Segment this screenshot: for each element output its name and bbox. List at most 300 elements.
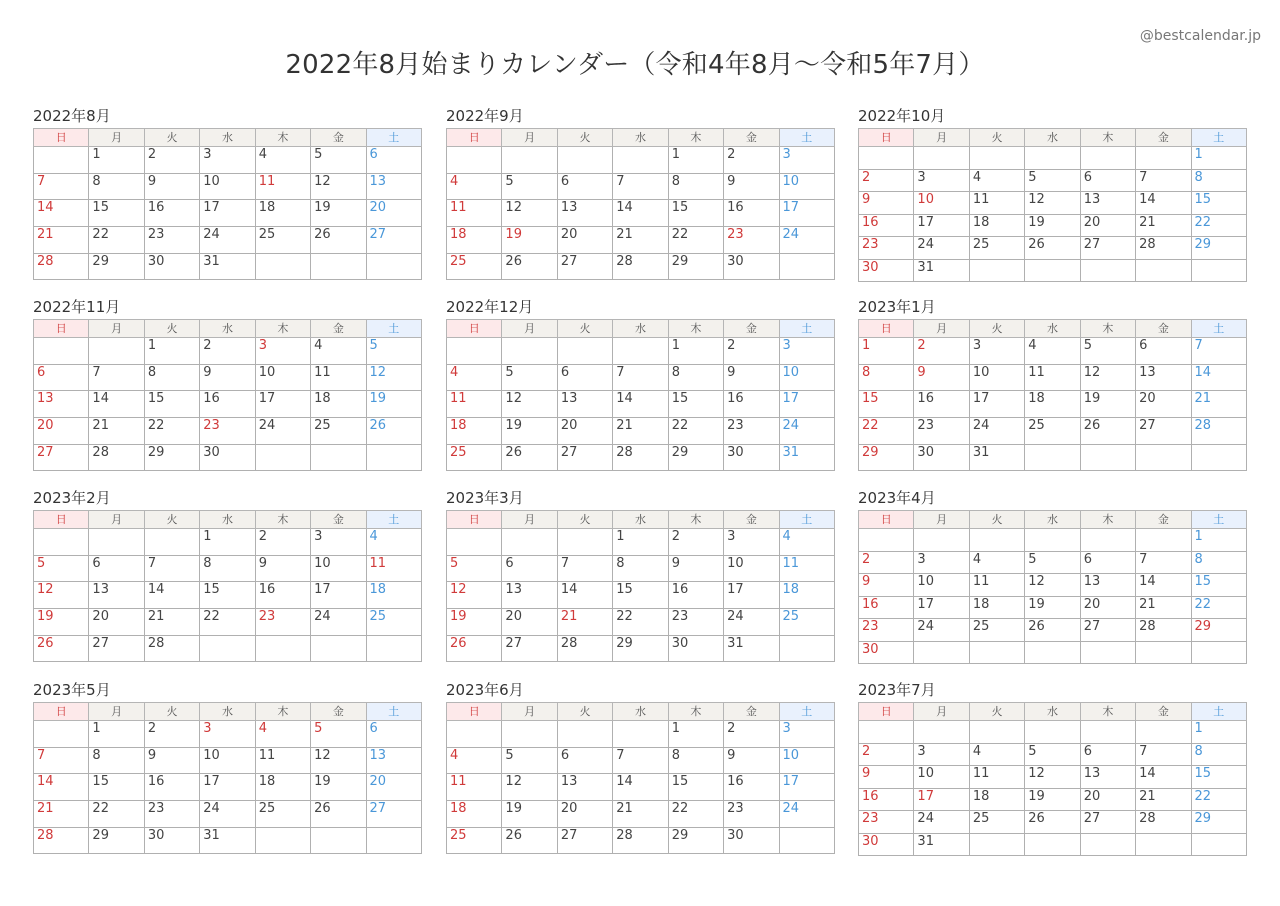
month-title: 2023年5月 bbox=[33, 681, 111, 699]
day-cell: 10 bbox=[311, 555, 366, 582]
weekday-header: 日 bbox=[447, 511, 502, 529]
weekday-header: 木 bbox=[668, 703, 723, 721]
weekday-header: 月 bbox=[914, 320, 969, 338]
day-cell: 3 bbox=[914, 551, 969, 574]
day-cell: 28 bbox=[89, 444, 144, 471]
day-cell: 20 bbox=[1080, 214, 1135, 237]
day-cell: 26 bbox=[34, 635, 89, 662]
day-cell: 28 bbox=[613, 444, 668, 471]
weekday-header-row bbox=[34, 511, 422, 529]
day-cell: 8 bbox=[668, 364, 723, 391]
weekday-header: 土 bbox=[366, 511, 421, 529]
day-cell: 10 bbox=[969, 364, 1024, 391]
empty-cell bbox=[859, 147, 914, 170]
empty-cell bbox=[1136, 721, 1191, 744]
weekday-header-row bbox=[859, 129, 1247, 147]
day-cell: 21 bbox=[613, 227, 668, 254]
day-cell: 16 bbox=[200, 391, 255, 418]
day-cell: 5 bbox=[366, 338, 421, 365]
day-cell: 25 bbox=[1025, 418, 1080, 445]
empty-cell bbox=[1025, 721, 1080, 744]
day-cell: 25 bbox=[447, 444, 502, 471]
day-cell: 1 bbox=[144, 338, 199, 365]
weekday-header: 土 bbox=[366, 129, 421, 147]
day-cell: 16 bbox=[668, 582, 723, 609]
day-cell: 21 bbox=[34, 801, 89, 828]
day-cell: 26 bbox=[1025, 619, 1080, 642]
day-cell: 20 bbox=[89, 609, 144, 636]
day-cell: 18 bbox=[969, 214, 1024, 237]
week-row bbox=[34, 555, 422, 582]
week-row bbox=[34, 609, 422, 636]
month-calendar bbox=[446, 106, 835, 280]
month-title: 2022年10月 bbox=[858, 107, 946, 125]
day-cell: 7 bbox=[613, 173, 668, 200]
empty-cell bbox=[1136, 444, 1191, 471]
day-cell: 22 bbox=[89, 227, 144, 254]
weekday-header: 土 bbox=[1191, 129, 1246, 147]
day-cell: 22 bbox=[668, 418, 723, 445]
weekday-header: 水 bbox=[613, 511, 668, 529]
empty-cell bbox=[34, 721, 89, 748]
day-cell: 5 bbox=[502, 747, 557, 774]
day-cell: 11 bbox=[969, 192, 1024, 215]
day-cell: 20 bbox=[34, 418, 89, 445]
month-calendar bbox=[33, 488, 422, 662]
day-cell: 28 bbox=[613, 827, 668, 854]
day-cell: 10 bbox=[914, 574, 969, 597]
weekday-header-row bbox=[34, 129, 422, 147]
day-cell: 22 bbox=[1191, 214, 1246, 237]
week-row bbox=[447, 173, 835, 200]
day-cell: 14 bbox=[613, 774, 668, 801]
week-row bbox=[34, 364, 422, 391]
week-row bbox=[447, 444, 835, 471]
day-cell: 31 bbox=[779, 444, 834, 471]
day-cell: 2 bbox=[255, 529, 310, 556]
day-cell: 12 bbox=[311, 747, 366, 774]
weekday-header: 月 bbox=[89, 511, 144, 529]
weekday-header: 木 bbox=[668, 129, 723, 147]
empty-cell bbox=[914, 641, 969, 664]
empty-cell bbox=[502, 338, 557, 365]
day-cell: 19 bbox=[1080, 391, 1135, 418]
day-cell: 2 bbox=[144, 721, 199, 748]
empty-cell bbox=[1025, 833, 1080, 856]
empty-cell bbox=[89, 338, 144, 365]
empty-cell bbox=[969, 721, 1024, 744]
day-cell: 26 bbox=[502, 827, 557, 854]
day-cell: 8 bbox=[668, 747, 723, 774]
day-cell: 17 bbox=[779, 774, 834, 801]
day-cell: 27 bbox=[557, 827, 612, 854]
week-row bbox=[859, 147, 1247, 170]
day-cell: 10 bbox=[779, 173, 834, 200]
day-cell: 7 bbox=[1136, 743, 1191, 766]
day-cell: 29 bbox=[89, 827, 144, 854]
day-cell: 1 bbox=[1191, 147, 1246, 170]
day-cell: 22 bbox=[668, 801, 723, 828]
month-table bbox=[858, 702, 1247, 856]
empty-cell bbox=[447, 529, 502, 556]
week-row bbox=[859, 418, 1247, 445]
day-cell: 30 bbox=[724, 827, 779, 854]
day-cell: 4 bbox=[255, 721, 310, 748]
day-cell: 27 bbox=[502, 635, 557, 662]
day-cell: 12 bbox=[502, 774, 557, 801]
weekday-header: 日 bbox=[859, 320, 914, 338]
day-cell: 1 bbox=[89, 147, 144, 174]
day-cell: 3 bbox=[311, 529, 366, 556]
day-cell: 18 bbox=[447, 418, 502, 445]
day-cell: 9 bbox=[859, 192, 914, 215]
day-cell: 9 bbox=[255, 555, 310, 582]
day-cell: 30 bbox=[200, 444, 255, 471]
day-cell: 18 bbox=[255, 200, 310, 227]
day-cell: 9 bbox=[724, 173, 779, 200]
month-calendar bbox=[858, 106, 1247, 282]
day-cell: 18 bbox=[969, 596, 1024, 619]
day-cell: 12 bbox=[311, 173, 366, 200]
day-cell: 11 bbox=[366, 555, 421, 582]
day-cell: 17 bbox=[255, 391, 310, 418]
empty-cell bbox=[1025, 444, 1080, 471]
weekday-header: 水 bbox=[200, 511, 255, 529]
week-row bbox=[859, 338, 1247, 365]
empty-cell bbox=[914, 721, 969, 744]
weekday-header: 火 bbox=[557, 703, 612, 721]
empty-cell bbox=[1191, 833, 1246, 856]
day-cell: 21 bbox=[144, 609, 199, 636]
day-cell: 9 bbox=[144, 173, 199, 200]
day-cell: 12 bbox=[502, 200, 557, 227]
day-cell: 16 bbox=[859, 214, 914, 237]
weekday-header-row bbox=[447, 511, 835, 529]
weekday-header: 金 bbox=[1136, 511, 1191, 529]
day-cell: 5 bbox=[311, 721, 366, 748]
day-cell: 2 bbox=[859, 551, 914, 574]
day-cell: 23 bbox=[724, 418, 779, 445]
day-cell: 17 bbox=[200, 200, 255, 227]
day-cell: 14 bbox=[613, 391, 668, 418]
day-cell: 15 bbox=[89, 200, 144, 227]
weekday-header: 土 bbox=[779, 320, 834, 338]
empty-cell bbox=[1191, 641, 1246, 664]
empty-cell bbox=[255, 635, 310, 662]
day-cell: 22 bbox=[613, 609, 668, 636]
empty-cell bbox=[969, 259, 1024, 282]
day-cell: 14 bbox=[557, 582, 612, 609]
month-title: 2023年1月 bbox=[858, 298, 936, 316]
week-row bbox=[34, 391, 422, 418]
empty-cell bbox=[502, 147, 557, 174]
weekday-header: 水 bbox=[200, 129, 255, 147]
day-cell: 21 bbox=[613, 801, 668, 828]
week-row bbox=[34, 774, 422, 801]
day-cell: 23 bbox=[255, 609, 310, 636]
day-cell: 17 bbox=[200, 774, 255, 801]
week-row bbox=[34, 147, 422, 174]
empty-cell bbox=[447, 147, 502, 174]
day-cell: 1 bbox=[1191, 529, 1246, 552]
weekday-header-row bbox=[859, 511, 1247, 529]
day-cell: 14 bbox=[144, 582, 199, 609]
day-cell: 2 bbox=[144, 147, 199, 174]
day-cell: 25 bbox=[779, 609, 834, 636]
week-row bbox=[859, 192, 1247, 215]
day-cell: 16 bbox=[724, 391, 779, 418]
day-cell: 31 bbox=[200, 253, 255, 280]
weekday-header: 土 bbox=[1191, 511, 1246, 529]
day-cell: 6 bbox=[1136, 338, 1191, 365]
month-title: 2023年4月 bbox=[858, 489, 936, 507]
day-cell: 29 bbox=[859, 444, 914, 471]
day-cell: 5 bbox=[34, 555, 89, 582]
day-cell: 5 bbox=[502, 173, 557, 200]
day-cell: 4 bbox=[447, 364, 502, 391]
week-row bbox=[447, 774, 835, 801]
empty-cell bbox=[1080, 444, 1135, 471]
empty-cell bbox=[1191, 444, 1246, 471]
day-cell: 23 bbox=[859, 237, 914, 260]
day-cell: 19 bbox=[34, 609, 89, 636]
month-calendar bbox=[33, 297, 422, 471]
day-cell: 13 bbox=[557, 391, 612, 418]
weekday-header: 火 bbox=[969, 129, 1024, 147]
month-title: 2023年7月 bbox=[858, 681, 936, 699]
day-cell: 12 bbox=[1025, 766, 1080, 789]
weekday-header: 土 bbox=[1191, 703, 1246, 721]
day-cell: 12 bbox=[34, 582, 89, 609]
week-row bbox=[447, 418, 835, 445]
day-cell: 18 bbox=[969, 788, 1024, 811]
week-row bbox=[34, 253, 422, 280]
day-cell: 28 bbox=[1191, 418, 1246, 445]
empty-cell bbox=[366, 444, 421, 471]
day-cell: 23 bbox=[200, 418, 255, 445]
day-cell: 7 bbox=[89, 364, 144, 391]
day-cell: 13 bbox=[1080, 766, 1135, 789]
week-row bbox=[34, 529, 422, 556]
day-cell: 5 bbox=[1025, 743, 1080, 766]
week-row bbox=[34, 747, 422, 774]
day-cell: 14 bbox=[89, 391, 144, 418]
day-cell: 21 bbox=[557, 609, 612, 636]
day-cell: 17 bbox=[779, 200, 834, 227]
day-cell: 26 bbox=[366, 418, 421, 445]
weekday-header: 水 bbox=[613, 320, 668, 338]
day-cell: 6 bbox=[502, 555, 557, 582]
day-cell: 11 bbox=[311, 364, 366, 391]
empty-cell bbox=[1025, 641, 1080, 664]
day-cell: 14 bbox=[34, 200, 89, 227]
day-cell: 28 bbox=[557, 635, 612, 662]
empty-cell bbox=[557, 338, 612, 365]
day-cell: 3 bbox=[914, 743, 969, 766]
empty-cell bbox=[1136, 147, 1191, 170]
month-calendar bbox=[446, 297, 835, 471]
day-cell: 19 bbox=[502, 227, 557, 254]
week-row bbox=[447, 801, 835, 828]
empty-cell bbox=[447, 338, 502, 365]
day-cell: 18 bbox=[1025, 391, 1080, 418]
day-cell: 13 bbox=[502, 582, 557, 609]
weekday-header: 火 bbox=[557, 129, 612, 147]
day-cell: 12 bbox=[447, 582, 502, 609]
day-cell: 28 bbox=[1136, 811, 1191, 834]
day-cell: 4 bbox=[447, 747, 502, 774]
day-cell: 29 bbox=[144, 444, 199, 471]
day-cell: 5 bbox=[502, 364, 557, 391]
week-row bbox=[859, 551, 1247, 574]
weekday-header: 日 bbox=[859, 511, 914, 529]
weekday-header: 金 bbox=[1136, 129, 1191, 147]
day-cell: 6 bbox=[366, 147, 421, 174]
day-cell: 13 bbox=[89, 582, 144, 609]
day-cell: 29 bbox=[1191, 619, 1246, 642]
weekday-header: 月 bbox=[502, 703, 557, 721]
day-cell: 31 bbox=[200, 827, 255, 854]
week-row bbox=[859, 641, 1247, 664]
day-cell: 6 bbox=[89, 555, 144, 582]
weekday-header: 金 bbox=[1136, 320, 1191, 338]
empty-cell bbox=[969, 833, 1024, 856]
day-cell: 10 bbox=[200, 747, 255, 774]
empty-cell bbox=[311, 635, 366, 662]
day-cell: 1 bbox=[613, 529, 668, 556]
weekday-header-row bbox=[34, 320, 422, 338]
day-cell: 22 bbox=[1191, 788, 1246, 811]
empty-cell bbox=[779, 635, 834, 662]
day-cell: 20 bbox=[502, 609, 557, 636]
empty-cell bbox=[502, 721, 557, 748]
day-cell: 17 bbox=[914, 788, 969, 811]
day-cell: 11 bbox=[255, 173, 310, 200]
day-cell: 24 bbox=[200, 227, 255, 254]
day-cell: 5 bbox=[1025, 551, 1080, 574]
weekday-header: 月 bbox=[89, 129, 144, 147]
weekday-header: 金 bbox=[311, 129, 366, 147]
day-cell: 23 bbox=[859, 811, 914, 834]
day-cell: 9 bbox=[144, 747, 199, 774]
day-cell: 31 bbox=[914, 833, 969, 856]
day-cell: 6 bbox=[366, 721, 421, 748]
day-cell: 19 bbox=[311, 200, 366, 227]
day-cell: 23 bbox=[859, 619, 914, 642]
day-cell: 30 bbox=[724, 444, 779, 471]
empty-cell bbox=[557, 721, 612, 748]
weekday-header: 月 bbox=[914, 129, 969, 147]
day-cell: 17 bbox=[914, 214, 969, 237]
day-cell: 2 bbox=[668, 529, 723, 556]
week-row bbox=[859, 766, 1247, 789]
day-cell: 4 bbox=[366, 529, 421, 556]
day-cell: 28 bbox=[1136, 619, 1191, 642]
day-cell: 16 bbox=[859, 788, 914, 811]
day-cell: 16 bbox=[144, 200, 199, 227]
weekday-header: 水 bbox=[1025, 703, 1080, 721]
day-cell: 30 bbox=[144, 827, 199, 854]
day-cell: 11 bbox=[969, 574, 1024, 597]
day-cell: 23 bbox=[668, 609, 723, 636]
month-title: 2022年12月 bbox=[446, 298, 534, 316]
weekday-header: 土 bbox=[779, 511, 834, 529]
day-cell: 1 bbox=[89, 721, 144, 748]
weekday-header: 月 bbox=[914, 703, 969, 721]
day-cell: 7 bbox=[34, 747, 89, 774]
day-cell: 30 bbox=[859, 641, 914, 664]
week-row bbox=[447, 609, 835, 636]
empty-cell bbox=[311, 827, 366, 854]
empty-cell bbox=[969, 641, 1024, 664]
day-cell: 29 bbox=[1191, 811, 1246, 834]
week-row bbox=[447, 364, 835, 391]
day-cell: 13 bbox=[1080, 574, 1135, 597]
day-cell: 1 bbox=[668, 147, 723, 174]
weekday-header: 金 bbox=[724, 703, 779, 721]
day-cell: 11 bbox=[447, 200, 502, 227]
day-cell: 26 bbox=[1025, 237, 1080, 260]
day-cell: 16 bbox=[724, 774, 779, 801]
day-cell: 20 bbox=[1080, 788, 1135, 811]
empty-cell bbox=[1025, 529, 1080, 552]
weekday-header: 火 bbox=[969, 703, 1024, 721]
day-cell: 21 bbox=[1136, 788, 1191, 811]
day-cell: 4 bbox=[311, 338, 366, 365]
empty-cell bbox=[366, 827, 421, 854]
day-cell: 20 bbox=[1080, 596, 1135, 619]
week-row bbox=[859, 391, 1247, 418]
weekday-header: 日 bbox=[447, 129, 502, 147]
day-cell: 3 bbox=[200, 721, 255, 748]
day-cell: 27 bbox=[34, 444, 89, 471]
weekday-header: 土 bbox=[366, 703, 421, 721]
day-cell: 29 bbox=[89, 253, 144, 280]
day-cell: 24 bbox=[914, 237, 969, 260]
weekday-header: 火 bbox=[557, 320, 612, 338]
day-cell: 14 bbox=[613, 200, 668, 227]
weekday-header: 火 bbox=[144, 703, 199, 721]
day-cell: 17 bbox=[779, 391, 834, 418]
empty-cell bbox=[34, 529, 89, 556]
day-cell: 19 bbox=[311, 774, 366, 801]
day-cell: 24 bbox=[779, 227, 834, 254]
day-cell: 12 bbox=[366, 364, 421, 391]
day-cell: 4 bbox=[969, 743, 1024, 766]
weekday-header: 水 bbox=[1025, 320, 1080, 338]
day-cell: 25 bbox=[311, 418, 366, 445]
day-cell: 11 bbox=[447, 774, 502, 801]
day-cell: 13 bbox=[366, 747, 421, 774]
day-cell: 20 bbox=[557, 227, 612, 254]
day-cell: 22 bbox=[668, 227, 723, 254]
day-cell: 19 bbox=[1025, 788, 1080, 811]
weekday-header: 水 bbox=[613, 703, 668, 721]
day-cell: 6 bbox=[557, 173, 612, 200]
day-cell: 20 bbox=[1136, 391, 1191, 418]
day-cell: 17 bbox=[969, 391, 1024, 418]
weekday-header: 日 bbox=[34, 703, 89, 721]
weekday-header: 水 bbox=[613, 129, 668, 147]
day-cell: 22 bbox=[200, 609, 255, 636]
day-cell: 26 bbox=[447, 635, 502, 662]
empty-cell bbox=[779, 827, 834, 854]
empty-cell bbox=[502, 529, 557, 556]
weekday-header: 火 bbox=[144, 129, 199, 147]
month-table bbox=[33, 128, 422, 280]
empty-cell bbox=[1191, 259, 1246, 282]
empty-cell bbox=[255, 444, 310, 471]
